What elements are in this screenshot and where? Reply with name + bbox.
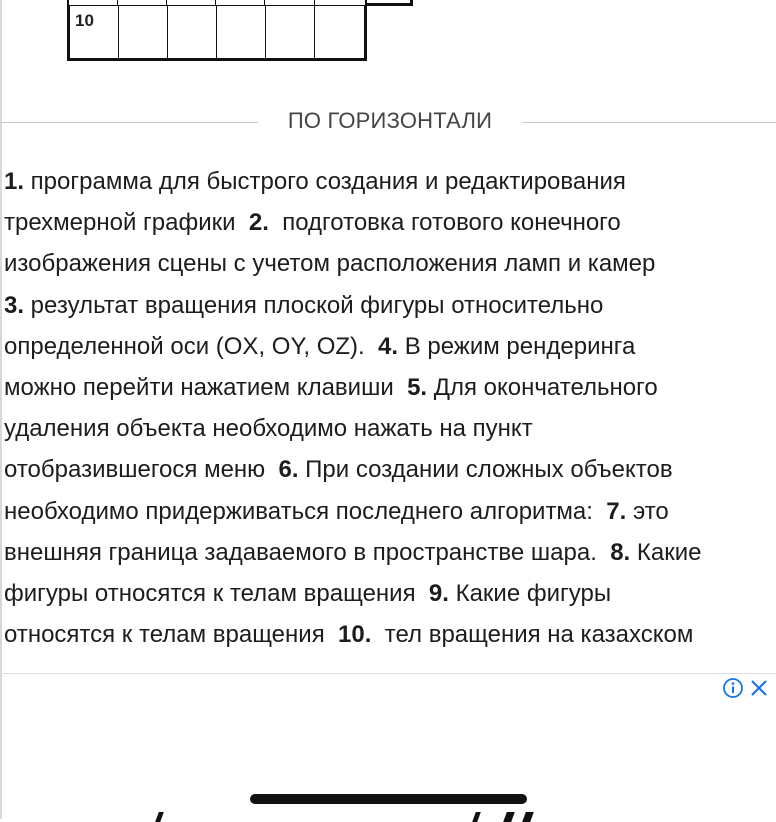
crossword-cell[interactable] xyxy=(168,6,217,58)
section-title: ПО ГОРИЗОНТАЛИ xyxy=(287,108,493,133)
clue-line xyxy=(4,161,774,202)
clue-number: 9. xyxy=(428,579,449,607)
clue-text: фигуры относятся к телам вращения xyxy=(4,579,429,607)
clue-text: удаления объекта необходимо нажать на пункт xyxy=(4,415,533,443)
ad-controls xyxy=(722,677,770,699)
crossword-grid xyxy=(0,0,776,70)
crossword-cell[interactable] xyxy=(315,6,364,58)
clue-line xyxy=(4,491,774,532)
clue-number: 10. xyxy=(338,621,372,649)
clue-line xyxy=(4,326,774,367)
crossword-row-10 xyxy=(67,5,367,61)
ad-content-fragment xyxy=(503,812,515,822)
clue-text: результат вращения плоской фигуры относительно xyxy=(24,291,604,319)
clue-number: 3. xyxy=(4,291,25,319)
crossword-cell[interactable] xyxy=(119,6,168,58)
clue-text: можно перейти нажатием клавиши xyxy=(4,373,408,401)
clue-line xyxy=(4,449,774,490)
clue-number: 1. xyxy=(4,168,25,195)
clue-text: изображения сцены с учетом расположения ламп и камер xyxy=(4,250,656,278)
close-icon[interactable] xyxy=(748,677,770,699)
crossword-cell[interactable] xyxy=(70,6,119,58)
clue-text: Какие фигуры xyxy=(448,579,612,607)
clue-text: тел вращения на казахском xyxy=(371,621,694,649)
section-header xyxy=(0,106,776,138)
crossword-cell[interactable] xyxy=(266,6,315,58)
clue-text: Какие xyxy=(630,538,702,566)
clue-text: определенной оси (OX, OY, OZ). xyxy=(4,332,379,360)
grid-cell-previous-row xyxy=(365,0,413,6)
clue-line xyxy=(4,202,774,243)
cell-number: 10 xyxy=(75,11,94,30)
clue-text: внешняя граница задаваемого в пространстве шара. xyxy=(4,538,611,566)
clue-list xyxy=(4,161,774,655)
clue-number: 5. xyxy=(407,373,428,401)
clue-number: 8. xyxy=(610,538,631,566)
clue-text: это xyxy=(626,497,669,525)
clue-number: 4. xyxy=(378,332,399,360)
clue-number: 7. xyxy=(606,497,627,525)
clue-line xyxy=(4,367,774,408)
info-icon[interactable] xyxy=(722,677,744,699)
clue-number: 6. xyxy=(278,456,299,484)
crossword-cell[interactable] xyxy=(217,6,266,58)
clue-line xyxy=(4,573,774,614)
clue-text: отобразившегося меню xyxy=(4,456,279,484)
clue-line xyxy=(4,532,774,573)
clue-text: подготовка готового конечного xyxy=(268,209,621,237)
ad-content-fragment xyxy=(155,812,164,822)
divider xyxy=(522,122,776,123)
ad-content-fragment xyxy=(472,812,481,822)
clue-text: трехмерной графики xyxy=(4,209,249,237)
clue-text: программа для быстрого создания и редактирования xyxy=(24,168,626,195)
clue-text: Для окончательного xyxy=(427,373,658,401)
clue-line xyxy=(4,243,774,284)
clue-line xyxy=(4,285,774,326)
home-indicator[interactable] xyxy=(250,794,527,804)
clue-number: 2. xyxy=(248,209,269,237)
clue-line xyxy=(4,614,774,655)
clue-line xyxy=(4,408,774,449)
clue-text: необходимо придерживаться последнего алгоритма: xyxy=(4,497,607,525)
clue-text: В режим рендеринга xyxy=(398,332,636,360)
divider xyxy=(0,673,776,674)
clue-text: При создании сложных объектов xyxy=(298,456,673,484)
clue-text: относятся к телам вращения xyxy=(4,621,339,649)
ad-content-fragment xyxy=(522,812,534,822)
divider xyxy=(0,122,258,123)
